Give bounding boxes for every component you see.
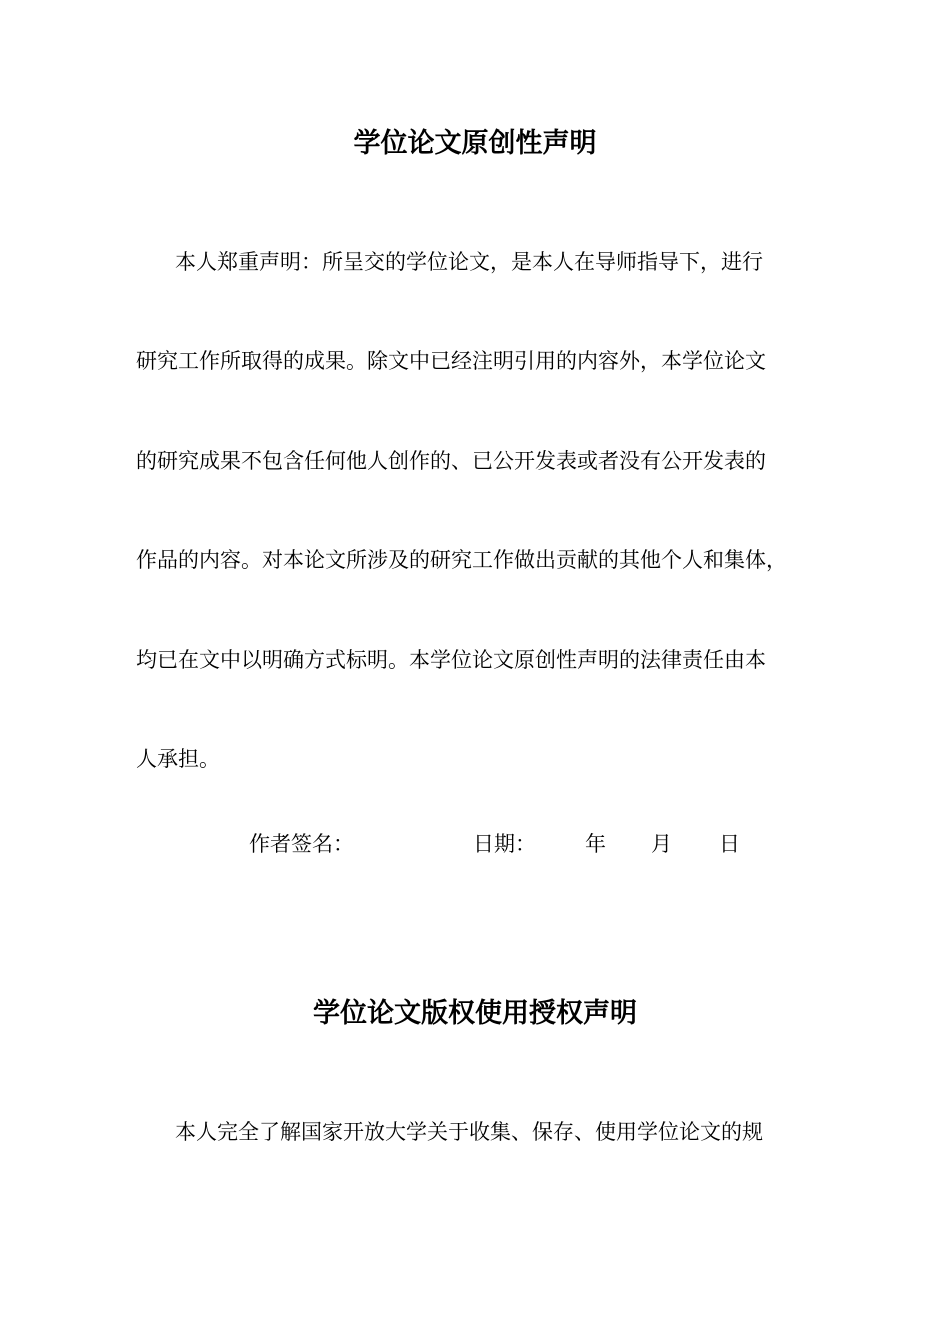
paragraph-line: 人承担。 [136,747,220,771]
author-signature-label: 作者签名： [249,832,354,856]
month-label: 月 [651,832,672,856]
paragraph-line: 本人完全了解国家开放大学关于收集、保存、使用学位论文的规 [175,1120,763,1144]
paragraph-line: 均已在文中以明确方式标明。本学位论文原创性声明的法律责任由本 [136,648,766,672]
date-label: 日期： [473,832,536,856]
day-label: 日 [719,832,740,856]
year-label: 年 [585,832,606,856]
paragraph-line: 本人郑重声明：所呈交的学位论文，是本人在导师指导下，进行 [175,250,763,274]
copyright-authorization-title: 学位论文版权使用授权声明 [313,998,637,1029]
paragraph-line: 作品的内容。对本论文所涉及的研究工作做出贡献的其他个人和集体， [136,548,787,572]
paragraph-line: 研究工作所取得的成果。除文中已经注明引用的内容外，本学位论文 [136,349,766,373]
paragraph-line: 的研究成果不包含任何他人创作的、已公开发表或者没有公开发表的 [136,449,766,473]
originality-declaration-title: 学位论文原创性声明 [353,128,597,159]
